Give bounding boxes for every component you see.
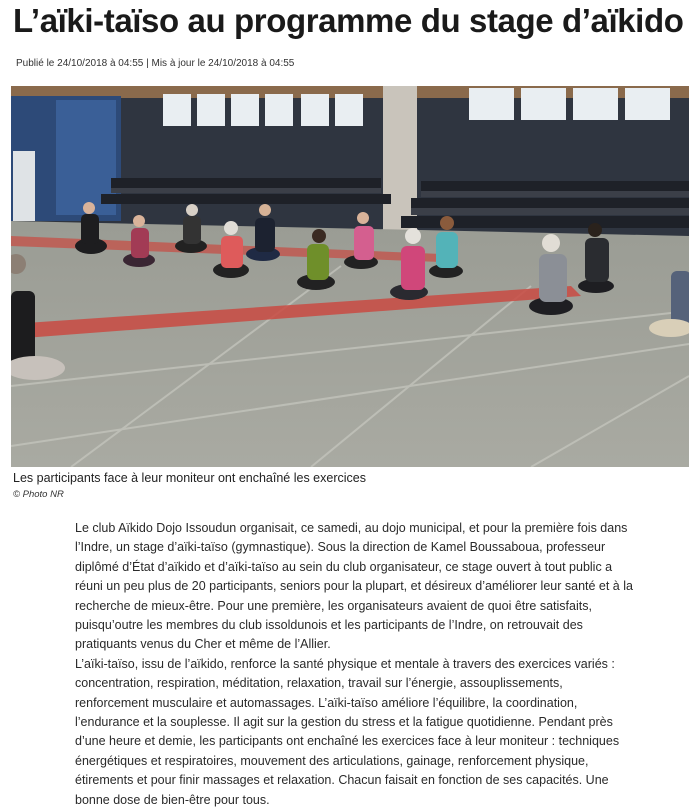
article-body	[75, 519, 635, 810]
article-paragraph-1: Le club Aïkido Dojo Issoudun organisait, ce samedi, au dojo municipal, et pour la première fois dans l’Indre, un stage d’aïki-taïso (gymnastique). Sous la direction de Kamel Boussaboua, professeur diplômé d’État d’aïkido et d’aïki-taïso au sein du club organisateur, ce stage ouvert à tout public a réuni un peu plus de 20 participants, seniors pour la plupart, et désireux d’améliorer leur santé et à la recherche de mieux-être. Pour une première, les organisateurs avaient de quoi être satisfaits, puisqu’outre les membres du club issoldunois et les participants de l’Indre, on retrouvait des pratiquants venus du Cher et même de l’Allier.	[75, 521, 633, 652]
publish-date: Publié le 24/10/2018 à 04:55 | Mis à jour le 24/10/2018 à 04:55	[16, 58, 295, 69]
photo-credit: © Photo NR	[13, 489, 64, 500]
article-paragraph-2: L’aïki-taïso, issu de l’aïkido, renforce la santé physique et mentale à travers des exercices variés : concentration, respiration, méditation, relaxation, travail sur l’énergie, assouplissements, renforcement musculaire et automassages. L’aïki-taïso améliore l’équilibre, la coordination, l’endurance et la souplesse. Il agit sur la gestion du stress et la fatigue quotidienne. Pendant près d’une heure et demie, les participants ont enchaîné les exercices face à leur moniteur : techniques énergétiques et respiratoires, mouvement des articulations, gainage, renforcement physique, étirements et pour finir massages et relaxation. Chacun faisait en fonction de ses capacités. Une bonne dose de bien-être pour tous.	[75, 656, 620, 807]
dojo-photo-illustration	[11, 86, 689, 467]
photo-caption: Les participants face à leur moniteur ont enchaîné les exercices	[13, 471, 366, 485]
article-title: L’aïki-taïso au programme du stage d’aïkido	[13, 2, 684, 39]
article-photo[interactable]	[11, 86, 689, 467]
